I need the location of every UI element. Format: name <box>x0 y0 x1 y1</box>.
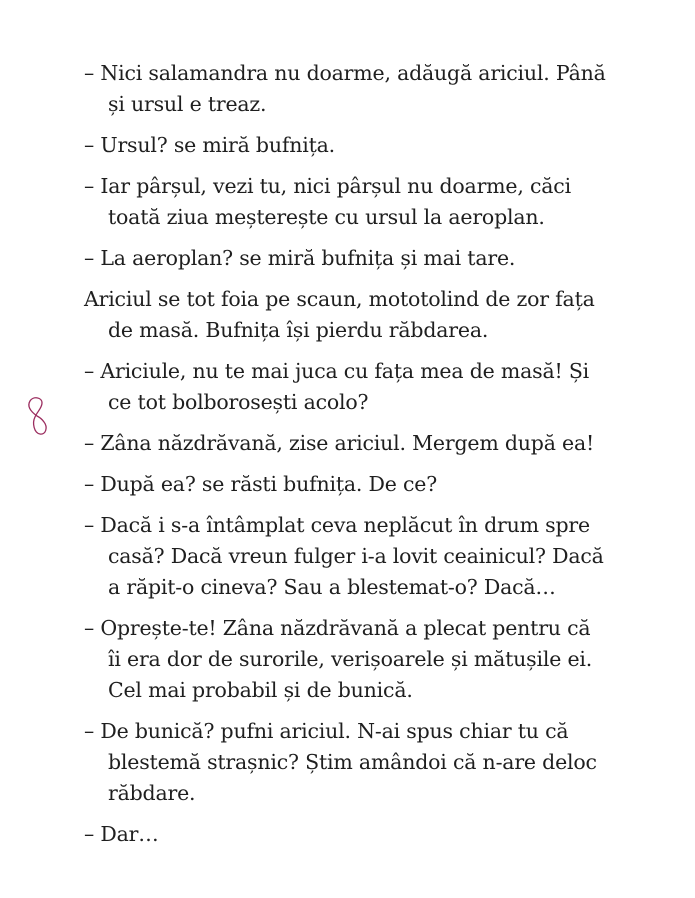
paragraph: – Ariciule, nu te mai juca cu fața mea de masă! Și ce tot bolborosești acolo? <box>84 359 590 414</box>
paragraph: – Dacă i s-a întâmplat ceva neplăcut în drum spre casă? Dacă vreun fulger i-a lovit ceainicul? Dacă a răpit-o cineva? Sau a blestemat-o? Dacă… <box>84 513 604 599</box>
page-number-glyph <box>29 398 46 434</box>
paragraph: – După ea? se răsti bufnița. De ce? <box>84 472 438 496</box>
paragraph: – Iar pârșul, vezi tu, nici pârșul nu doarme, căci toată ziua meșterește cu ursul la aeroplan. <box>84 174 571 229</box>
paragraph: – De bunică? pufni ariciul. N-ai spus chiar tu că blestemă strașnic? Știm amândoi că n-are deloc răbdare. <box>84 719 597 805</box>
paragraph: – Dar… <box>84 822 159 846</box>
text-block <box>84 58 609 860</box>
paragraph: – Nici salamandra nu doarme, adăugă ariciul. Până și ursul e treaz. <box>84 61 606 116</box>
paragraph: – La aeroplan? se miră bufnița și mai tare. <box>84 246 516 270</box>
paragraph: – Oprește-te! Zâna năzdrăvană a plecat pentru că îi era dor de surorile, verișoarele și mătușile ei. Cel mai probabil și de bunică. <box>84 616 593 702</box>
paragraph: Ariciul se tot foia pe scaun, mototolind de zor fața de masă. Bufnița își pierdu răbdarea. <box>84 287 595 342</box>
page-number <box>22 395 52 439</box>
paragraph: – Zâna năzdrăvană, zise ariciul. Mergem după ea! <box>84 431 595 455</box>
paragraph: – Ursul? se miră bufnița. <box>84 133 335 157</box>
